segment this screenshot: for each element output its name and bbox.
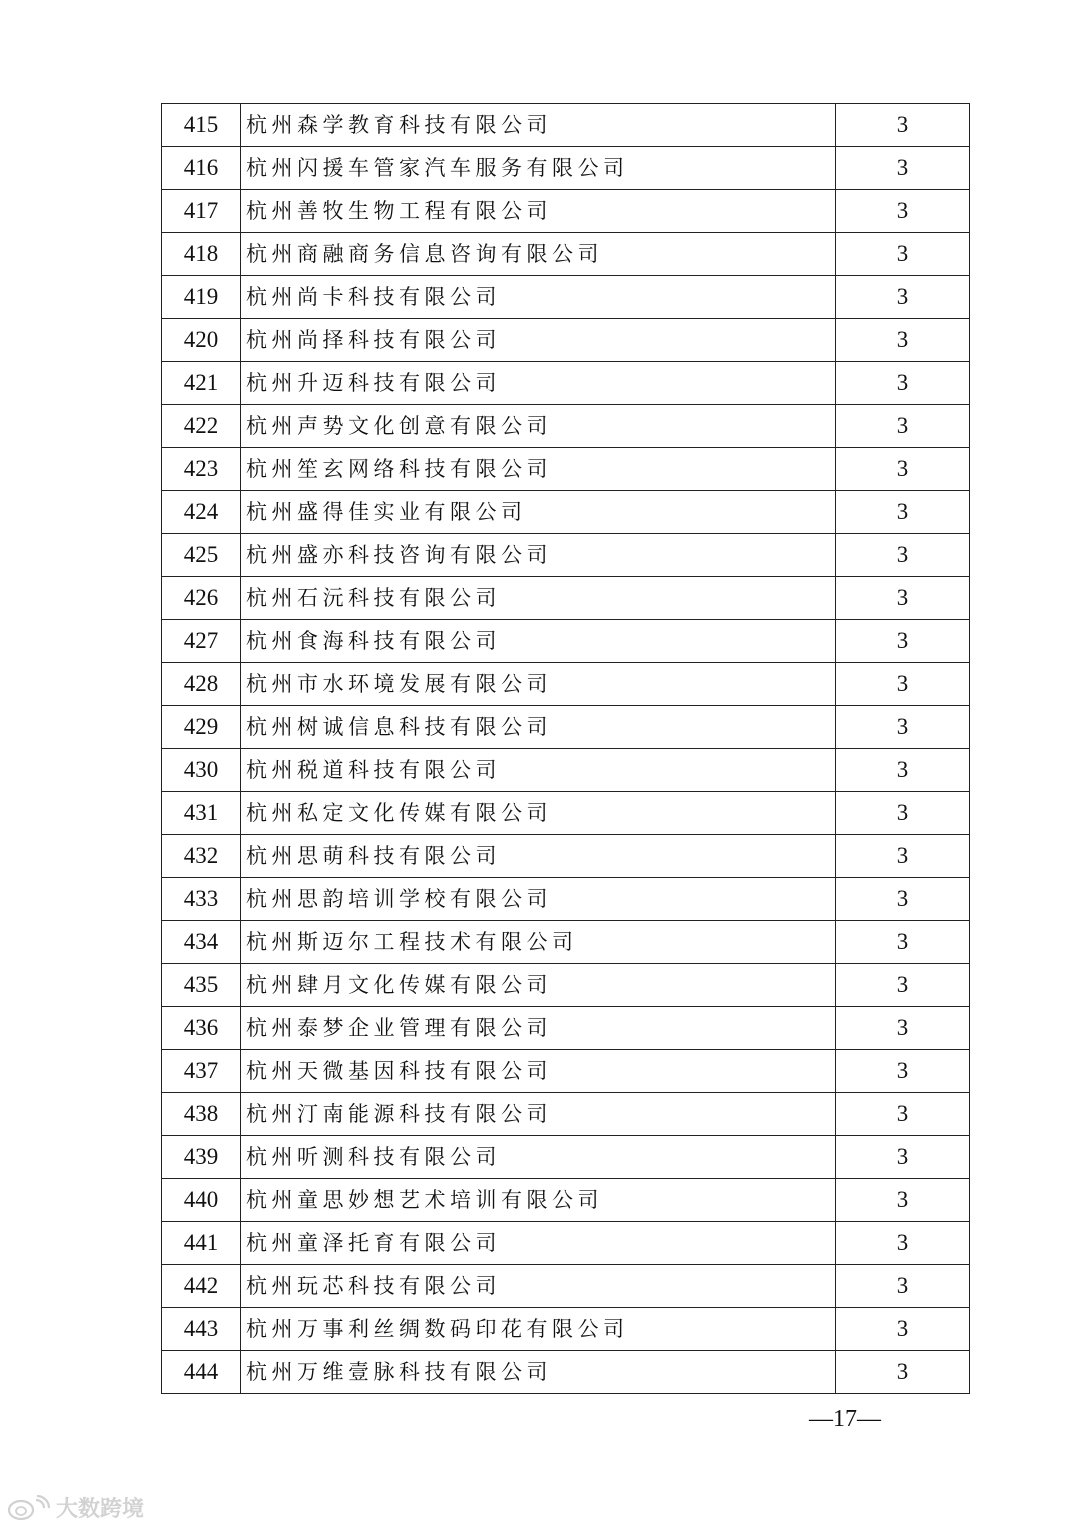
value-cell: 3 xyxy=(836,276,970,319)
company-table-body xyxy=(162,104,970,1394)
value-cell: 3 xyxy=(836,620,970,663)
value-cell: 3 xyxy=(836,921,970,964)
value-cell: 3 xyxy=(836,1093,970,1136)
value-cell: 3 xyxy=(836,1308,970,1351)
row-number-cell: 427 xyxy=(162,620,241,663)
row-number-cell: 433 xyxy=(162,878,241,921)
table-row xyxy=(162,233,970,276)
row-number-cell: 440 xyxy=(162,1179,241,1222)
company-name-cell: 杭州盛亦科技咨询有限公司 xyxy=(241,534,836,577)
row-number-cell: 426 xyxy=(162,577,241,620)
value-cell: 3 xyxy=(836,1265,970,1308)
company-name-cell: 杭州思韵培训学校有限公司 xyxy=(241,878,836,921)
company-name-cell: 杭州森学教育科技有限公司 xyxy=(241,104,836,147)
row-number-cell: 430 xyxy=(162,749,241,792)
value-cell: 3 xyxy=(836,491,970,534)
table-row xyxy=(162,1265,970,1308)
company-name-cell: 杭州笙玄网络科技有限公司 xyxy=(241,448,836,491)
table-row xyxy=(162,362,970,405)
watermark-text: 大数跨境 xyxy=(56,1497,145,1522)
row-number-cell: 443 xyxy=(162,1308,241,1351)
company-name-cell: 杭州尚卡科技有限公司 xyxy=(241,276,836,319)
value-cell: 3 xyxy=(836,663,970,706)
row-number-cell: 421 xyxy=(162,362,241,405)
table-row xyxy=(162,491,970,534)
table-row xyxy=(162,276,970,319)
company-name-cell: 杭州万事利丝绸数码印花有限公司 xyxy=(241,1308,836,1351)
company-name-cell: 杭州万维壹脉科技有限公司 xyxy=(241,1351,836,1394)
value-cell: 3 xyxy=(836,405,970,448)
row-number-cell: 435 xyxy=(162,964,241,1007)
company-name-cell: 杭州升迈科技有限公司 xyxy=(241,362,836,405)
company-name-cell: 杭州童泽托育有限公司 xyxy=(241,1222,836,1265)
company-name-cell: 杭州商融商务信息咨询有限公司 xyxy=(241,233,836,276)
company-table xyxy=(161,103,970,1394)
table-row xyxy=(162,1136,970,1179)
value-cell: 3 xyxy=(836,1136,970,1179)
row-number-cell: 417 xyxy=(162,190,241,233)
value-cell: 3 xyxy=(836,1007,970,1050)
value-cell: 3 xyxy=(836,792,970,835)
company-name-cell: 杭州童思妙想艺术培训有限公司 xyxy=(241,1179,836,1222)
value-cell: 3 xyxy=(836,147,970,190)
row-number-cell: 424 xyxy=(162,491,241,534)
table-row xyxy=(162,1179,970,1222)
company-name-cell: 杭州石沅科技有限公司 xyxy=(241,577,836,620)
company-name-cell: 杭州声势文化创意有限公司 xyxy=(241,405,836,448)
row-number-cell: 436 xyxy=(162,1007,241,1050)
table-row xyxy=(162,921,970,964)
table-row xyxy=(162,1007,970,1050)
table-row xyxy=(162,792,970,835)
table-row xyxy=(162,405,970,448)
company-name-cell: 杭州斯迈尔工程技术有限公司 xyxy=(241,921,836,964)
company-name-cell: 杭州听测科技有限公司 xyxy=(241,1136,836,1179)
company-name-cell: 杭州私定文化传媒有限公司 xyxy=(241,792,836,835)
table-row xyxy=(162,1308,970,1351)
value-cell: 3 xyxy=(836,362,970,405)
table-row xyxy=(162,620,970,663)
row-number-cell: 428 xyxy=(162,663,241,706)
company-name-cell: 杭州天微基因科技有限公司 xyxy=(241,1050,836,1093)
table-row xyxy=(162,534,970,577)
company-name-cell: 杭州闪援车管家汽车服务有限公司 xyxy=(241,147,836,190)
row-number-cell: 418 xyxy=(162,233,241,276)
page-number: —17— xyxy=(809,1406,881,1432)
value-cell: 3 xyxy=(836,534,970,577)
row-number-cell: 441 xyxy=(162,1222,241,1265)
table-row xyxy=(162,706,970,749)
company-name-cell: 杭州市水环境发展有限公司 xyxy=(241,663,836,706)
row-number-cell: 437 xyxy=(162,1050,241,1093)
row-number-cell: 438 xyxy=(162,1093,241,1136)
value-cell: 3 xyxy=(836,706,970,749)
value-cell: 3 xyxy=(836,448,970,491)
value-cell: 3 xyxy=(836,835,970,878)
company-name-cell: 杭州肆月文化传媒有限公司 xyxy=(241,964,836,1007)
company-name-cell: 杭州盛得佳实业有限公司 xyxy=(241,491,836,534)
table-row xyxy=(162,577,970,620)
table-row xyxy=(162,878,970,921)
table-row xyxy=(162,1351,970,1394)
row-number-cell: 431 xyxy=(162,792,241,835)
value-cell: 3 xyxy=(836,1050,970,1093)
value-cell: 3 xyxy=(836,1179,970,1222)
table-row xyxy=(162,749,970,792)
value-cell: 3 xyxy=(836,1351,970,1394)
row-number-cell: 434 xyxy=(162,921,241,964)
company-name-cell: 杭州尚择科技有限公司 xyxy=(241,319,836,362)
row-number-cell: 425 xyxy=(162,534,241,577)
row-number-cell: 416 xyxy=(162,147,241,190)
company-name-cell: 杭州思萌科技有限公司 xyxy=(241,835,836,878)
table-row xyxy=(162,104,970,147)
row-number-cell: 444 xyxy=(162,1351,241,1394)
table-row xyxy=(162,663,970,706)
row-number-cell: 415 xyxy=(162,104,241,147)
value-cell: 3 xyxy=(836,233,970,276)
value-cell: 3 xyxy=(836,749,970,792)
value-cell: 3 xyxy=(836,1222,970,1265)
table-row xyxy=(162,1050,970,1093)
company-name-cell: 杭州树诚信息科技有限公司 xyxy=(241,706,836,749)
table-row xyxy=(162,190,970,233)
value-cell: 3 xyxy=(836,878,970,921)
company-name-cell: 杭州泰梦企业管理有限公司 xyxy=(241,1007,836,1050)
company-name-cell: 杭州善牧生物工程有限公司 xyxy=(241,190,836,233)
table-row xyxy=(162,1222,970,1265)
row-number-cell: 439 xyxy=(162,1136,241,1179)
company-name-cell: 杭州玩芯科技有限公司 xyxy=(241,1265,836,1308)
value-cell: 3 xyxy=(836,104,970,147)
row-number-cell: 429 xyxy=(162,706,241,749)
value-cell: 3 xyxy=(836,190,970,233)
company-name-cell: 杭州汀南能源科技有限公司 xyxy=(241,1093,836,1136)
table-row xyxy=(162,448,970,491)
row-number-cell: 420 xyxy=(162,319,241,362)
table-row xyxy=(162,964,970,1007)
value-cell: 3 xyxy=(836,964,970,1007)
row-number-cell: 432 xyxy=(162,835,241,878)
company-name-cell: 杭州食海科技有限公司 xyxy=(241,620,836,663)
row-number-cell: 419 xyxy=(162,276,241,319)
company-table-container xyxy=(161,103,969,1394)
row-number-cell: 423 xyxy=(162,448,241,491)
table-row xyxy=(162,835,970,878)
company-name-cell: 杭州税道科技有限公司 xyxy=(241,749,836,792)
watermark xyxy=(6,1492,144,1523)
weibo-logo-icon xyxy=(6,1495,52,1521)
value-cell: 3 xyxy=(836,319,970,362)
table-row xyxy=(162,147,970,190)
row-number-cell: 442 xyxy=(162,1265,241,1308)
table-row xyxy=(162,1093,970,1136)
table-row xyxy=(162,319,970,362)
value-cell: 3 xyxy=(836,577,970,620)
row-number-cell: 422 xyxy=(162,405,241,448)
